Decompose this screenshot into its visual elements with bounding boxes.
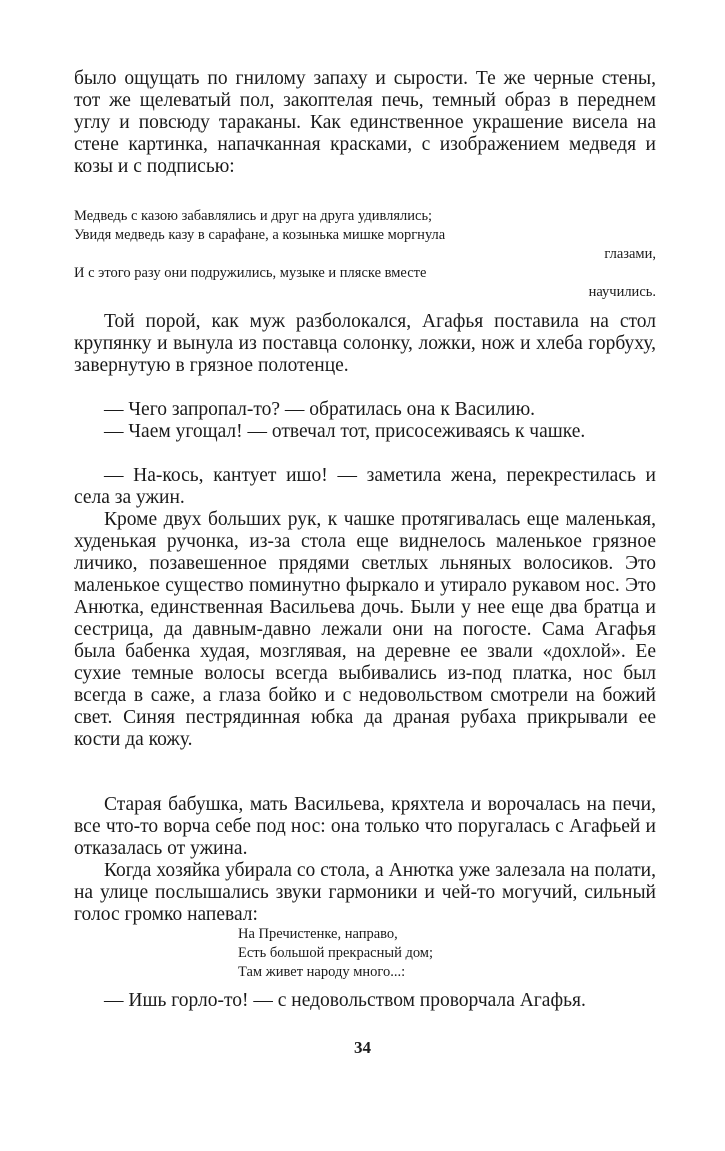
dialogue-line: — Чего запропал-то? — обратилась она к Василию. [104, 399, 536, 420]
song-line: Там живет народу много...: [238, 964, 406, 980]
paragraph-opening: было ощущать по гнилому запаху и сырости. Те же черные стены, тот же щелеватый пол, закоптелая печь, темный образ в переднем углу и повсюду тараканы. Как единственное украшение висела на стене картинка, напачканная красками, с изображением медведя и козы и с подписью: [74, 68, 656, 177]
dialogue-line: — Ишь горло-то! — с недовольством проворчала Агафья. [104, 990, 586, 1011]
picture-caption-poem [74, 207, 656, 302]
poem-line-continuation: научились. [588, 284, 656, 300]
song-line: Есть большой прекрасный дом; [238, 945, 434, 961]
song-line: На Пречистенке, направо, [238, 926, 398, 942]
dialogue-line: — На-кось, кантует ишо! — заметила жена, перекрестилась и села за ужин. [74, 465, 656, 508]
poem-line: И с этого разу они подружились, музыке и пляске вместе [74, 265, 427, 281]
song-verse [238, 925, 433, 982]
poem-line: Увидя медведь казу в сарафане, а козынька мишке моргнула [74, 227, 446, 243]
paragraph: Когда хозяйка убирала со стола, а Анютка уже залезала на полати, на улице послышались звуки гармоники и чей-то могучий, сильный голос громко напевал: [74, 860, 656, 925]
poem-line-continuation: глазами, [604, 246, 656, 262]
paragraph: Той порой, как муж разболокался, Агафья поставила на стол крупянку и вынула из поставца солонку, ложки, нож и хлеба горбуху, завернутую в грязное полотенце. [74, 311, 656, 376]
poem-line: Медведь с казою забавлялись и друг на друга удивлялись; [74, 208, 433, 224]
paragraph: Старая бабушка, мать Васильева, кряхтела и ворочалась на печи, все что-то ворча себе под нос: она только что поругалась с Агафьей и отказалась от ужина. [74, 794, 656, 859]
paragraph: Кроме двух больших рук, к чашке протягивалась еще маленькая, худенькая ручонка, из-за стола еще виднелось маленькое грязное личико, позавешенное прядями светлых льняных волосиков. Это маленькое существо поминутно фыркало и утирало рукавом нос. Это Анютка, единственная Васильева дочь. Были у нее еще два братца и сестрица, да давным-давно лежали они на погосте. Сама Агафья была бабенка худая, мозглявая, на деревне ее звали «дохлой». Ее сухие темные волосы всегда выбивались из-под платка, нос был всегда в саже, а глаза бойко и с недовольством смотрели на божий свет. Синяя пестрядинная юбка да драная рубаха прикрывали ее кости да кожу. [74, 509, 656, 750]
page-number: 34 [354, 1038, 371, 1057]
dialogue-line: — Чаем угощал! — отвечал тот, присосеживаясь к чашке. [104, 421, 586, 442]
